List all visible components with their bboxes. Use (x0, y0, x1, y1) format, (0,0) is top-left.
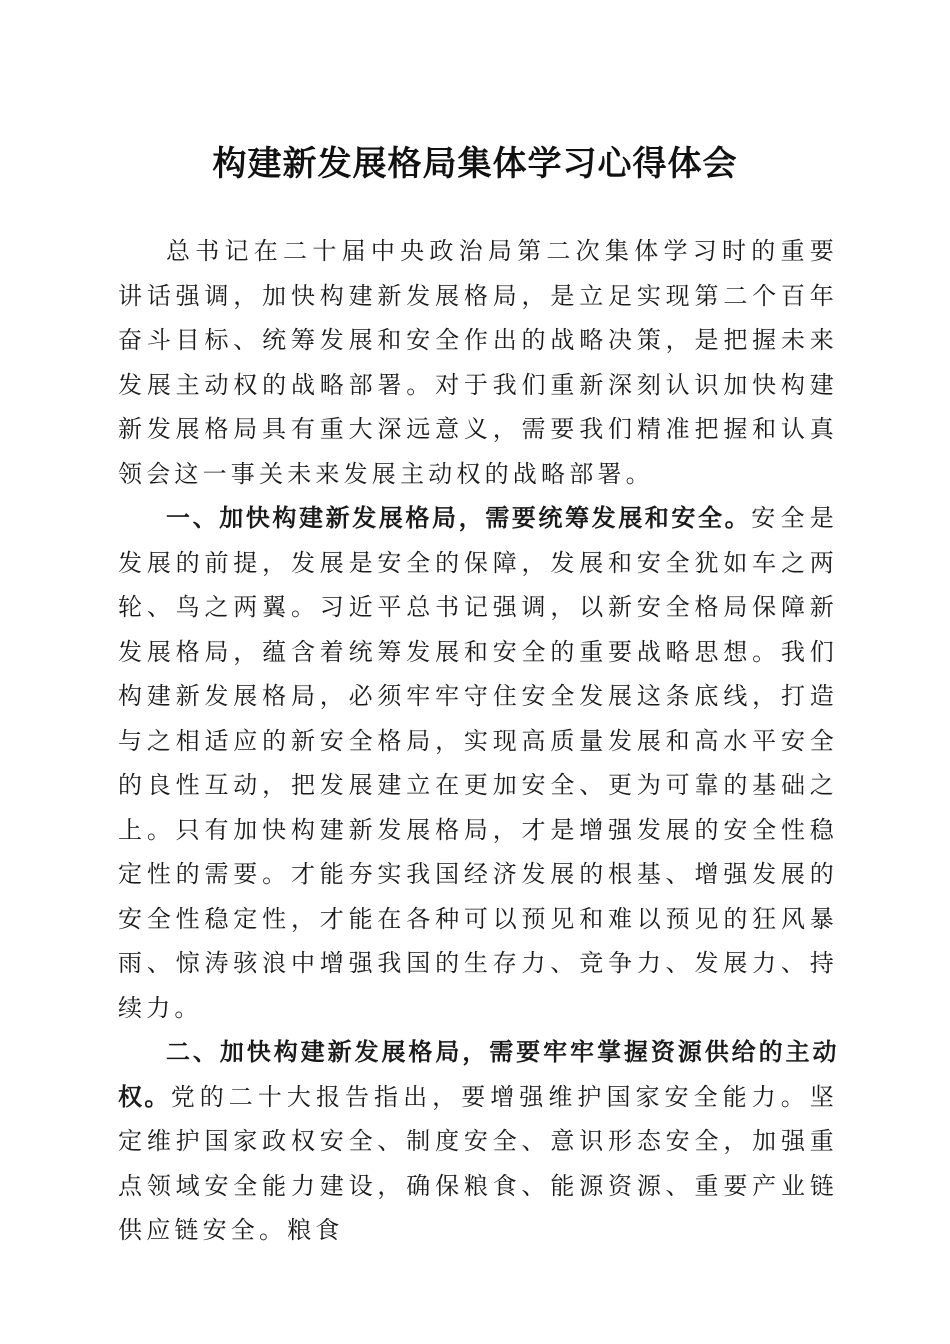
paragraph-section-1 (118, 496, 838, 1030)
paragraph-section-2 (118, 1030, 838, 1253)
paragraph-intro (118, 229, 838, 496)
paragraph-text: 安全是发展的前提，发展是安全的保障，发展和安全犹如车之两轮、鸟之两翼。习近平总书记强调，以新安全格局保障新发展格局，蕴含着统筹发展和安全的重要战略思想。我们构建新发展格局，必须牢牢守住安全发展这条底线，打造与之相适应的新安全格局，实现高质量发展和高水平安全的良性互动，把发展建立在更加安全、更为可靠的基础之上。只有加快构建新发展格局，才是增强发展的安全性稳定性的需要。才能夯实我国经济发展的根基、增强发展的安全性稳定性，才能在各种可以预见和难以预见的狂风暴雨、惊涛骇浪中增强我国的生存力、竞争力、发展力、持续力。 (118, 504, 839, 1022)
document-title: 构建新发展格局集体学习心得体会 (212, 144, 738, 184)
document-body (118, 229, 838, 1253)
section-heading: 一、加快构建新发展格局，需要统筹发展和安全。 (166, 504, 752, 532)
section-heading: 二、加快构建新发展格局，需要牢牢掌握资源供给的主动权。 (118, 1038, 838, 1111)
paragraph-text: 总书记在二十届中央政治局第二次集体学习时的重要讲话强调，加快构建新发展格局，是立足实现第二个百年奋斗目标、统筹发展和安全作出的战略决策，是把握未来发展主动权的战略部署。对于我们重新深刻认识加快构建新发展格局具有重大深远意义，需要我们精准把握和认真领会这一事关未来发展主动权的战略部署。 (118, 237, 838, 488)
paragraph-text: 党的二十大报告指出，要增强维护国家安全能力。坚定维护国家政权安全、制度安全、意识形态安全，加强重点领域安全能力建设，确保粮食、能源资源、重要产业链供应链安全。粮食 (118, 1082, 838, 1244)
